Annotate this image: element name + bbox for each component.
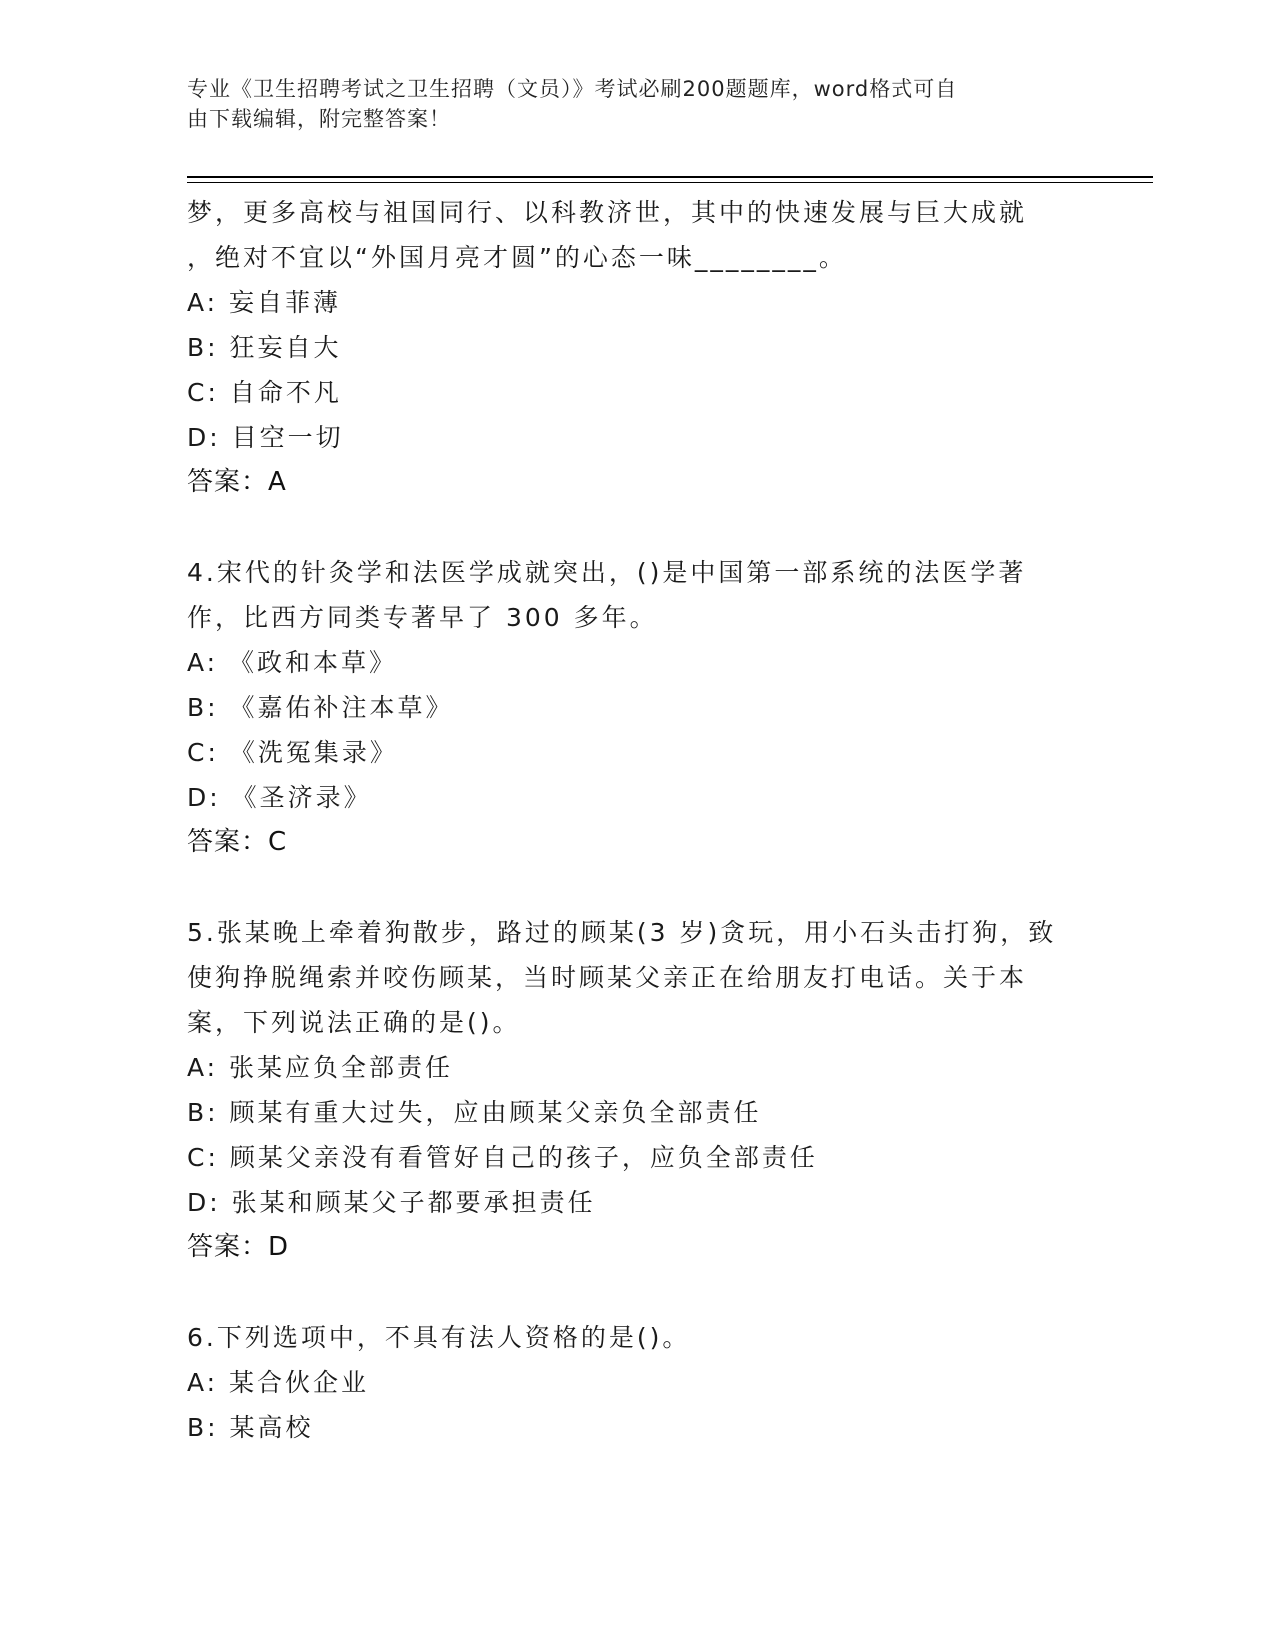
option-c: C: 自命不凡: [187, 378, 342, 407]
question-stem-line: 作，比西方同类专著早了 300 多年。: [187, 603, 658, 632]
option-a: A: 妄自菲薄: [187, 288, 342, 317]
option-c: C: 《洗冤集录》: [187, 738, 398, 767]
header-divider-thick: [187, 176, 1153, 178]
question-4: [187, 550, 1087, 865]
question-6: [187, 1315, 1087, 1450]
option-a: A: 《政和本草》: [187, 648, 398, 677]
question-stem-line: 案，下列说法正确的是()。: [187, 1008, 521, 1037]
answer-line: 答案：C: [187, 827, 288, 857]
option-d: D: 《圣济录》: [187, 783, 372, 812]
option-c: C: 顾某父亲没有看管好自己的孩子，应负全部责任: [187, 1143, 818, 1172]
option-b: B: 狂妄自大: [187, 333, 342, 362]
question-stem-line: 使狗挣脱绳索并咬伤顾某，当时顾某父亲正在给朋友打电话。关于本: [187, 963, 1028, 992]
option-b: B: 某高校: [187, 1413, 314, 1442]
option-a: A: 张某应负全部责任: [187, 1053, 454, 1082]
question-stem-line: 梦，更多高校与祖国同行、以科教济世，其中的快速发展与巨大成就: [187, 198, 1028, 227]
option-b: B: 《嘉佑补注本草》: [187, 693, 454, 722]
option-d: D: 张某和顾某父子都要承担责任: [187, 1188, 596, 1217]
question-stem-line: 4.宋代的针灸学和法医学成就突出，()是中国第一部系统的法医学著: [187, 558, 1027, 587]
page-header: [187, 74, 1067, 134]
header-line-1: 专业《卫生招聘考试之卫生招聘（文员）》考试必刷200题题库，word格式可自: [187, 77, 958, 101]
question-list: [187, 190, 1087, 1450]
answer-line: 答案：A: [187, 467, 287, 497]
question-stem-line: ，绝对不宜以“外国月亮才圆”的心态一味________。: [187, 243, 847, 272]
question-5: [187, 910, 1087, 1270]
answer-line: 答案：D: [187, 1232, 290, 1262]
question-3: [187, 190, 1087, 505]
option-b: B: 顾某有重大过失，应由顾某父亲负全部责任: [187, 1098, 762, 1127]
header-line-2: 由下载编辑，附完整答案！: [187, 107, 451, 131]
question-stem-line: 5.张某晚上牵着狗散步，路过的顾某(3 岁)贪玩，用小石头击打狗，致: [187, 918, 1057, 947]
spacer: [187, 1270, 1087, 1315]
option-a: A: 某合伙企业: [187, 1368, 370, 1397]
spacer: [187, 865, 1087, 910]
question-stem-line: 6.下列选项中，不具有法人资格的是()。: [187, 1323, 691, 1352]
option-d: D: 目空一切: [187, 423, 344, 452]
spacer: [187, 505, 1087, 550]
header-divider-thin: [187, 182, 1153, 183]
